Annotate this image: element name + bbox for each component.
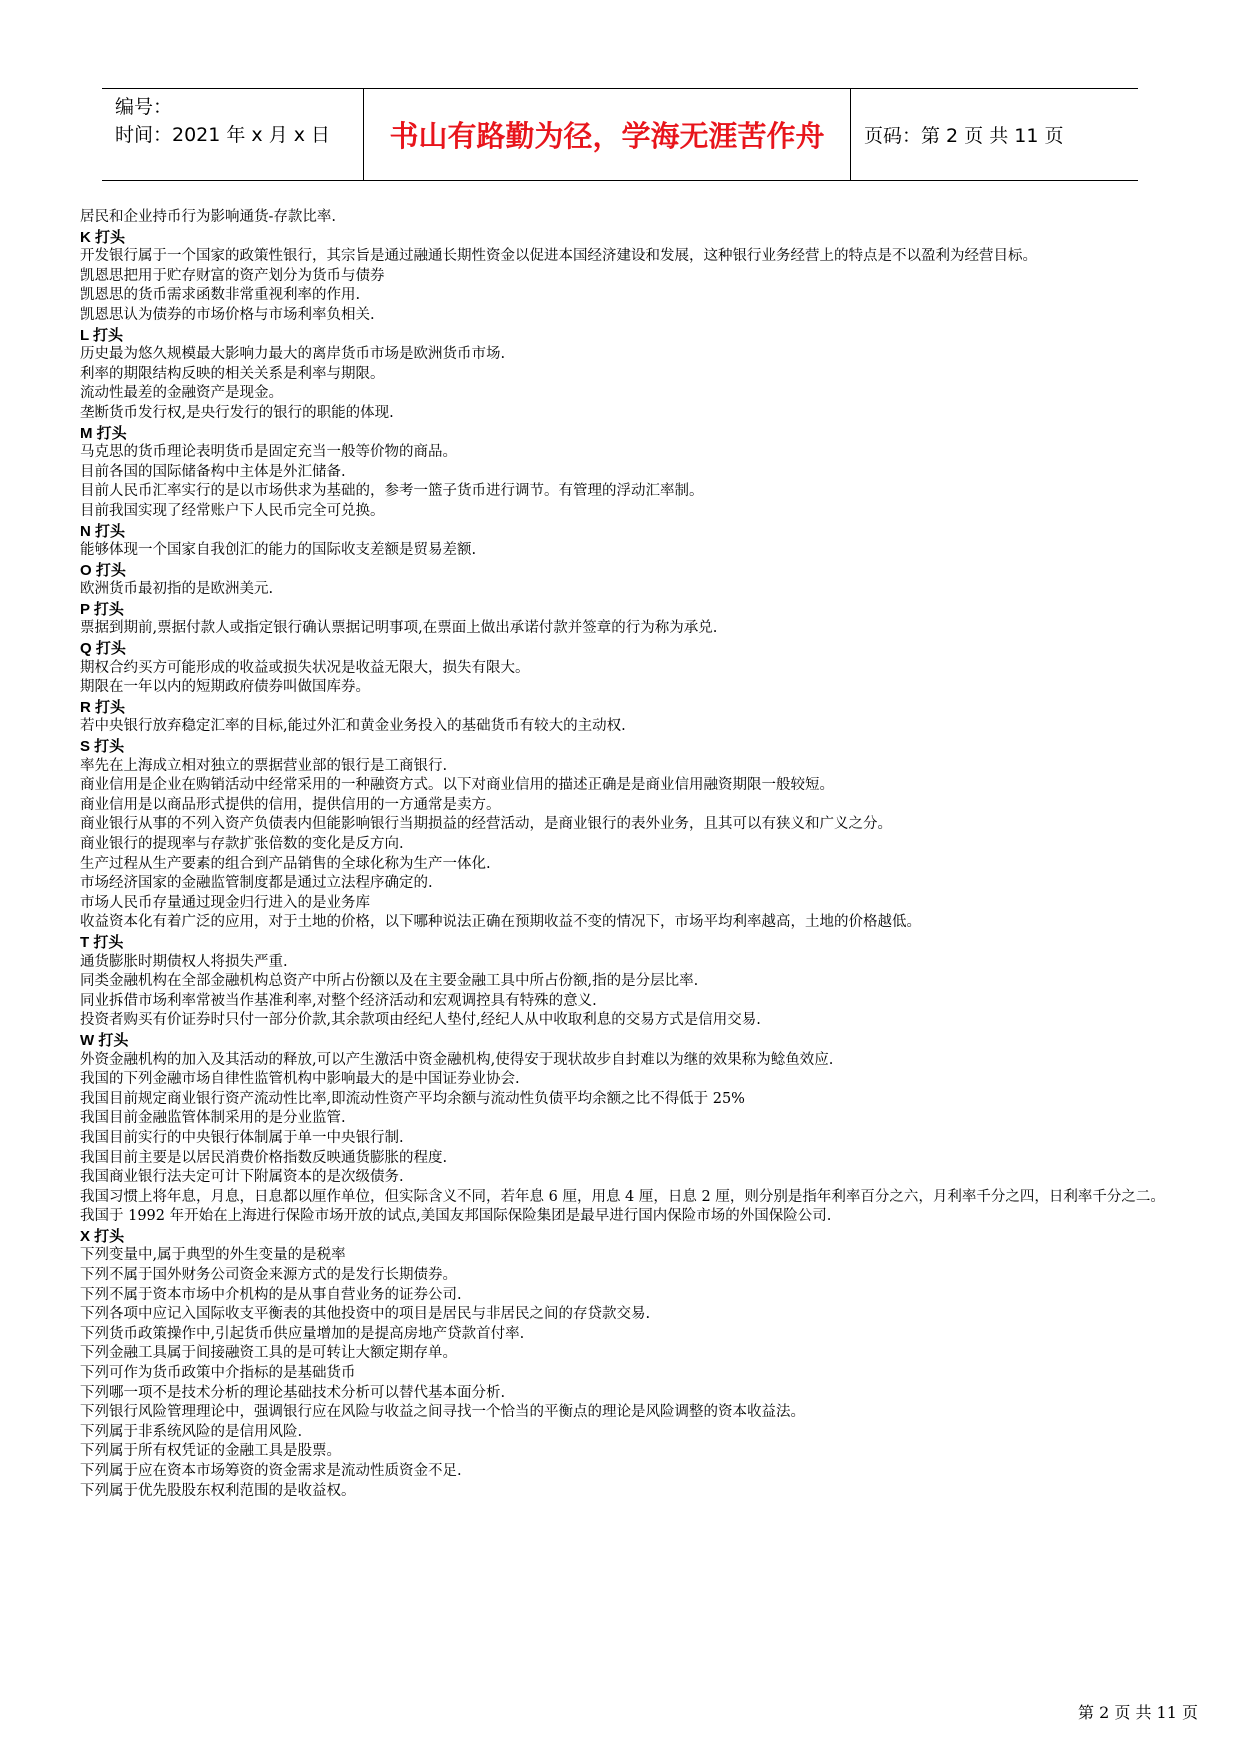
content-line: 下列属于应在资本市场筹资的资金需求是流动性质资金不足. (80, 1463, 462, 1479)
content-line: 凯恩思把用于贮存财富的资产划分为货币与债券 (80, 267, 385, 284)
content-line: 下列货币政策操作中,引起货币供应量增加的是提高房地产贷款首付率. (80, 1325, 525, 1342)
section-heading: Q 打头 (80, 640, 126, 658)
document-number-label: 编号： (115, 96, 173, 118)
content-line: 票据到期前,票据付款人或指定银行确认票据记明事项,在票面上做出承诺付款并签章的行为称为承兑. (80, 620, 718, 637)
content-line: 收益资本化有着广泛的应用，对于土地的价格，以下哪种说法正确在预期收益不变的情况下，市场平均利率越高，土地的价格越低。 (80, 914, 921, 931)
content-line: 下列属于非系统风险的是信用风险. (80, 1423, 303, 1440)
header-page-label: 页码：第 2 页 共 11 页 (864, 125, 1064, 147)
content-line: 下列变量中,属于典型的外生变量的是税率 (80, 1247, 346, 1264)
page-footer: 第 2 页 共 11 页 (1078, 1703, 1198, 1722)
content-line: 下列各项中应记入国际收支平衡表的其他投资中的项目是居民与非居民之间的存贷款交易. (80, 1306, 651, 1323)
content-line: 垄断货币发行权,是央行发行的银行的职能的体现. (80, 404, 394, 421)
content-line: 同类金融机构在全部金融机构总资产中所占份额以及在主要金融工具中所占份额,指的是分层比率. (80, 973, 699, 990)
content-line: 率先在上海成立相对独立的票据营业部的银行是工商银行. (80, 757, 448, 774)
content-line: 期限在一年以内的短期政府债券叫做国库券。 (80, 679, 370, 696)
content-line: 下列可作为货币政策中介指标的是基础货币 (80, 1365, 356, 1382)
content-line: 下列银行风险管理理论中，强调银行应在风险与收益之间寻找一个恰当的平衡点的理论是风险调整的资本收益法。 (80, 1404, 805, 1421)
content-line: 商业银行的提现率与存款扩张倍数的变化是反方向. (80, 836, 404, 852)
content-line: 历史最为悠久规模最大影响力最大的离岸货币市场是欧洲货币市场. (80, 346, 506, 363)
content-line: 目前各国的国际储备构中主体是外汇储备. (80, 463, 346, 480)
content-line: 马克思的货币理论表明货币是固定充当一般等价物的商品。 (80, 444, 457, 461)
section-heading: L 打头 (80, 326, 124, 344)
content-line: 市场人民币存量通过现金归行进入的是业务库 (80, 894, 370, 911)
content-line: 开发银行属于一个国家的政策性银行，其宗旨是通过融通长期性资金以促进本国经济建设和发展，这种银行业务经营上的特点是不以盈利为经营目标。 (80, 248, 1037, 265)
content-line: 若中央银行放弃稳定汇率的目标,能过外汇和黄金业务投入的基础货币有较大的主动权. (80, 718, 626, 735)
header-divider-right (850, 89, 851, 180)
content-line: 商业信用是以商品形式提供的信用，提供信用的一方通常是卖方。 (80, 796, 501, 813)
content-line: 下列属于优先股股东权利范围的是收益权。 (80, 1482, 356, 1499)
content-line: 期权合约买方可能形成的收益或损失状况是收益无限大，损失有限大。 (80, 659, 530, 676)
content-line: 目前我国实现了经常账户下人民币完全可兑换。 (80, 502, 385, 519)
content-line: 下列不属于资本市场中介机构的是从事自营业务的证券公司. (80, 1286, 462, 1303)
content-line: 凯恩思的货币需求函数非常重视利率的作用. (80, 287, 361, 304)
content-line: 下列属于所有权凭证的金融工具是股票。 (80, 1443, 341, 1460)
content-line: 下列哪一项不是技术分析的理论基础技术分析可以替代基本面分析. (80, 1384, 506, 1401)
content-line: 我国目前规定商业银行资产流动性比率,即流动性资产平均余额与流动性负债平均余额之比不得低于 25% (80, 1090, 745, 1107)
content-line: 凯恩思认为债券的市场价格与市场利率负相关. (80, 306, 375, 323)
header-bottom-rule (102, 180, 1138, 181)
content-line: 生产过程从生产要素的组合到产品销售的全球化称为生产一体化. (80, 855, 491, 872)
content-line: 欧洲货币最初指的是欧洲美元. (80, 581, 274, 598)
section-heading: W 打头 (80, 1031, 129, 1049)
content-line: 我国目前主要是以居民消费价格指数反映通货膨胀的程度. (80, 1149, 448, 1166)
section-heading: M 打头 (80, 424, 127, 442)
content-line: 我国目前金融监管体制采用的是分业监管. (80, 1110, 346, 1127)
content-line: 我国目前实行的中央银行体制属于单一中央银行制. (80, 1129, 404, 1146)
content-line: 我国的下列金融市场自律性监管机构中影响最大的是中国证券业协会. (80, 1071, 520, 1088)
content-line: 利率的期限结构反映的相关关系是利率与期限。 (80, 365, 385, 382)
document-time-label: 时间：2021 年 x 月 x 日 (115, 124, 331, 146)
section-heading: S 打头 (80, 738, 125, 756)
content-line: 商业信用是企业在购销活动中经常采用的一种融资方式。以下对商业信用的描述正确是是商业信用融资期限一般较短。 (80, 777, 834, 794)
content-line: 目前人民币汇率实行的是以市场供求为基础的，参考一篮子货币进行调节。有管理的浮动汇率制。 (80, 483, 704, 500)
content-line: 我国商业银行法夫定可计下附属资本的是次级债务. (80, 1169, 404, 1186)
content-line: 下列金融工具属于间接融资工具的是可转让大额定期存单。 (80, 1345, 457, 1362)
section-heading: P 打头 (80, 600, 124, 618)
content-line: 能够体现一个国家自我创汇的能力的国际收支差额是贸易差额. (80, 542, 477, 559)
content-line: 我国习惯上将年息，月息，日息都以厘作单位，但实际含义不同，若年息 6 厘，用息 4 厘，日息 2 厘，则分别是指年利率百分之六，月利率千分之四，日利率千分之二。 (80, 1188, 1165, 1205)
section-heading: N 打头 (80, 522, 126, 540)
content-line: 外资金融机构的加入及其活动的释放,可以产生激活中资金融机构,使得安于现状故步自封难以为继的效果称为鲶鱼效应. (80, 1051, 834, 1068)
content-line: 商业银行从事的不列入资产负债表内但能影响银行当期损益的经营活动，是商业银行的表外业务，且其可以有狭义和广义之分。 (80, 816, 892, 833)
section-heading: O 打头 (80, 561, 126, 579)
content-line: 流动性最差的金融资产是现金。 (80, 385, 283, 402)
content-line: 下列不属于国外财务公司资金来源方式的是发行长期债券。 (80, 1267, 457, 1284)
section-heading: X 打头 (80, 1227, 125, 1245)
content-line: 同业拆借市场利率常被当作基准利率,对整个经济活动和宏观调控具有特殊的意义. (80, 992, 597, 1009)
document-body (80, 208, 1200, 1501)
header-left-block (115, 93, 330, 149)
section-heading: K 打头 (80, 228, 126, 246)
content-line: 投资者购买有价证券时只付一部分价款,其余款项由经纪人垫付,经纪人从中收取利息的交易方式是信用交易. (80, 1012, 761, 1029)
intro-line: 居民和企业持币行为影响通货-存款比率. (80, 209, 337, 225)
content-line: 通货膨胀时期债权人将损失严重. (80, 953, 288, 970)
content-line: 市场经济国家的金融监管制度都是通过立法程序确定的. (80, 875, 433, 892)
section-heading: R 打头 (80, 698, 126, 716)
content-line: 我国于 1992 年开始在上海进行保险市场开放的试点,美国友邦国际保险集团是最早进行国内保险市场的外国保险公司. (80, 1208, 832, 1225)
header-motto: 书山有路勤为径，学海无涯苦作舟 (389, 119, 825, 153)
section-heading: T 打头 (80, 933, 124, 951)
